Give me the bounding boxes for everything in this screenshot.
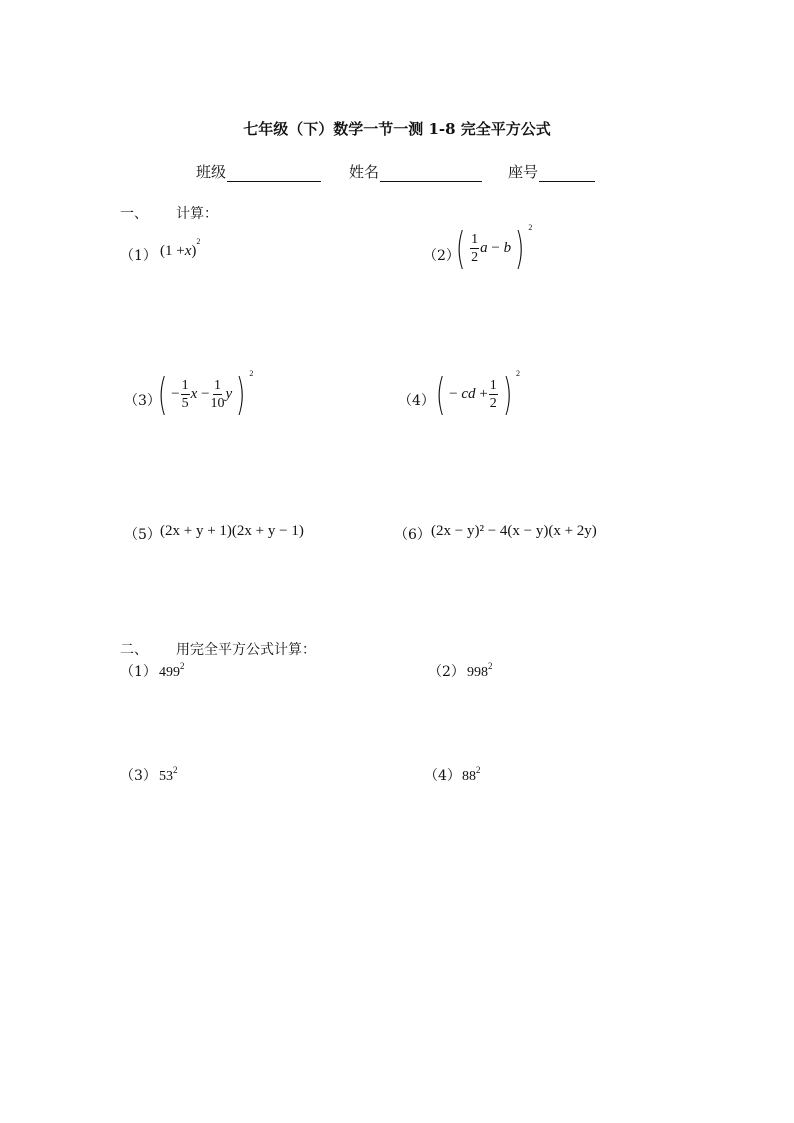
calc-4-expression: $88^2$ — [462, 765, 481, 784]
section2-heading: 用完全平方公式计算： — [176, 642, 316, 658]
problem-3-label: （3） — [124, 393, 161, 409]
calc-2-expression: $998^2$ — [467, 661, 493, 680]
name-label: 姓名 — [349, 163, 380, 181]
problem-6-expression: (2x − y)² − 4(x − y)(x + 2y) — [431, 523, 597, 539]
calc-1-expression: $499^2$ — [159, 661, 185, 680]
calc-1-label: （1） — [120, 664, 157, 680]
problem-2-expression: ( $\frac{1}{2}$ a − b ) 2 — [455, 223, 533, 274]
name-blank[interactable] — [380, 165, 482, 182]
page-title: 七年级（下）数学一节一测 1-8 完全平方公式 — [243, 120, 551, 138]
calc-3-expression: $53^2$ — [159, 765, 178, 784]
seat-blank[interactable] — [539, 165, 595, 182]
problem-5-expression: (2x + y + 1)(2x + y − 1) — [160, 523, 304, 539]
section2-number: 二、 — [120, 642, 148, 658]
problem-1-expression: (1 + x ) 2 — [160, 237, 201, 259]
class-field — [196, 161, 321, 182]
problem-3-expression: ( − $\frac{1}{5}$ x − $\frac{1}{10}$ y ) 2 — [157, 369, 254, 420]
name-field — [349, 161, 482, 182]
calc-4-label: （4） — [424, 768, 461, 784]
seat-field — [508, 161, 595, 182]
class-label: 班级 — [196, 163, 227, 181]
section1-number: 一、 — [120, 206, 148, 222]
section1-heading: 计算： — [176, 206, 218, 222]
calc-2-label: （2） — [428, 664, 465, 680]
problem-5-label: （5） — [124, 527, 161, 543]
problem-4-label: （4） — [398, 393, 435, 409]
class-blank[interactable] — [227, 165, 321, 182]
problem-2-label: （2） — [423, 248, 460, 264]
problem-1-label: （1） — [120, 248, 157, 264]
problem-6-label: （6） — [394, 527, 431, 543]
seat-label: 座号 — [508, 163, 539, 181]
problem-4-expression: ( − cd + $\frac{1}{2}$ ) 2 — [435, 369, 520, 420]
calc-3-label: （3） — [120, 768, 157, 784]
